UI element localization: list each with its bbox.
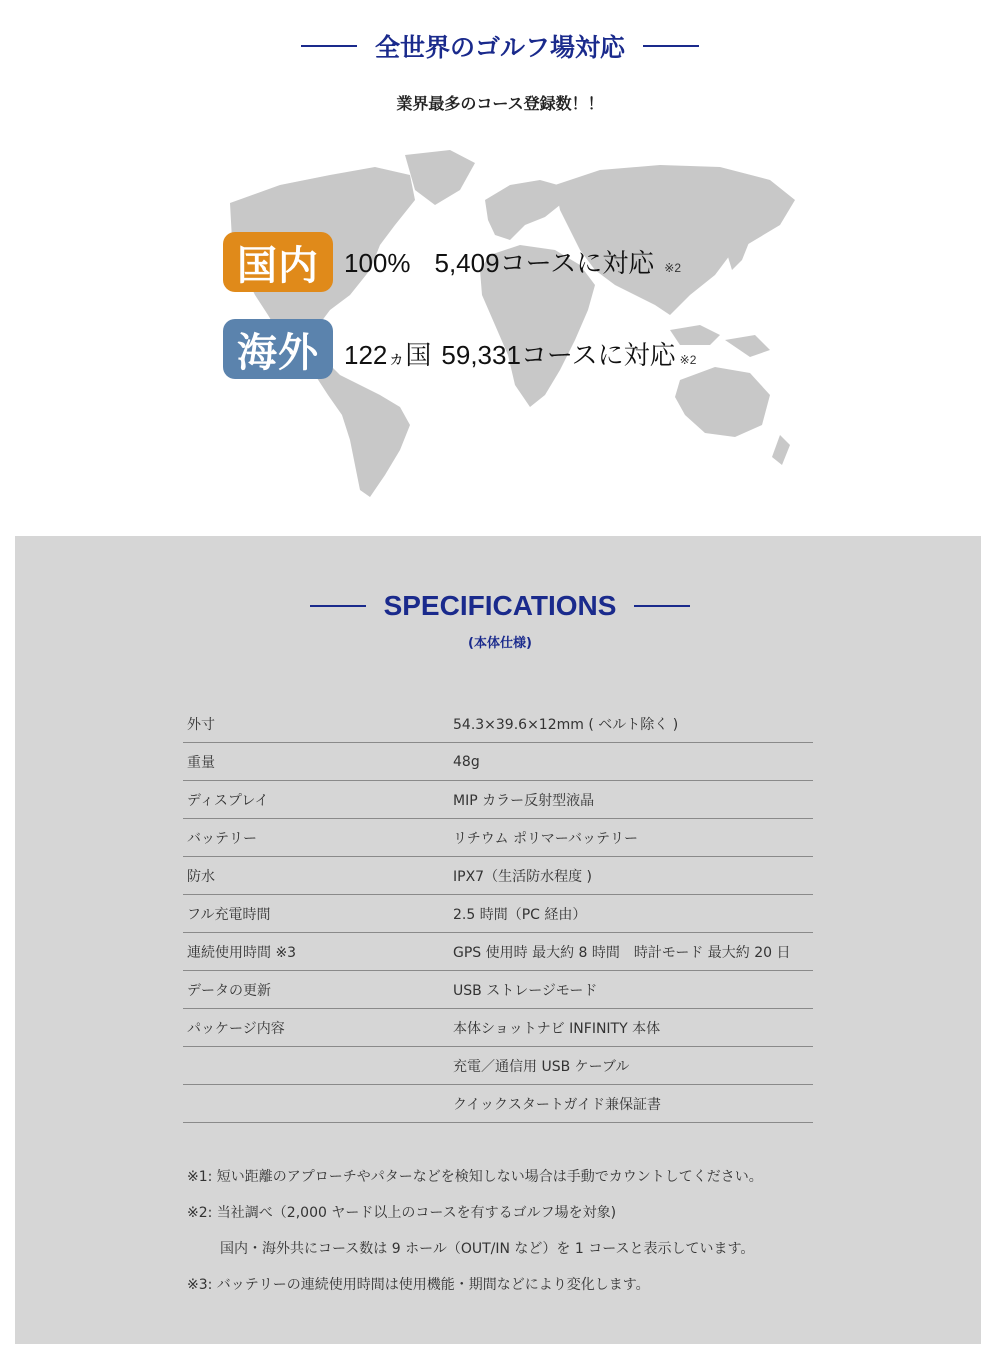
heading-rule-left — [301, 45, 357, 47]
footnotes — [187, 1165, 763, 1309]
spec-value: 2.5 時間（PC 経由） — [453, 906, 587, 923]
spec-heading — [0, 586, 1000, 626]
footnote: ※1: 短い距離のアプローチやパターなどを検知しない場合は手動でカウントしてください。 — [187, 1169, 763, 1185]
spec-row — [183, 1047, 813, 1085]
domestic-note: ※2 — [664, 261, 681, 275]
coverage-subtitle: 業界最多のコース登録数！！ — [396, 94, 604, 113]
heading-rule-right — [634, 605, 690, 607]
overseas-badge: 海外 — [223, 319, 333, 379]
spec-row — [183, 857, 813, 895]
spec-value: USB ストレージモード — [453, 982, 598, 999]
spec-row — [183, 933, 813, 971]
spec-key: 重量 — [187, 754, 215, 771]
coverage-heading — [0, 28, 1000, 64]
overseas-counter-unit: ヵ — [387, 348, 406, 368]
spec-key: フル充電時間 — [187, 906, 271, 923]
spec-row — [183, 705, 813, 743]
heading-rule-left — [310, 605, 366, 607]
spec-value: MIP カラー反射型液晶 — [453, 792, 595, 809]
domestic-courses: 5,409コースに対応 — [434, 248, 655, 278]
footnote: ※3: バッテリーの連続使用時間は使用機能・期間などにより変化します。 — [187, 1277, 650, 1293]
spec-value: 本体ショットナビ INFINITY 本体 — [453, 1020, 661, 1037]
spec-key: パッケージ内容 — [187, 1020, 285, 1037]
spec-row — [183, 1085, 813, 1123]
spec-key: 外寸 — [187, 716, 215, 733]
spec-row — [183, 781, 813, 819]
overseas-stat — [344, 335, 696, 372]
spec-value: 54.3×39.6×12mm ( ベルト除く ) — [453, 716, 679, 733]
spec-key: 防水 — [187, 868, 215, 885]
spec-value: リチウム ポリマーバッテリー — [453, 830, 639, 847]
spec-key: データの更新 — [187, 982, 271, 999]
spec-value: 充電／通信用 USB ケーブル — [453, 1058, 630, 1075]
spec-row — [183, 743, 813, 781]
overseas-note: ※2 — [679, 353, 697, 367]
spec-key: バッテリー — [187, 830, 257, 847]
spec-table — [183, 705, 813, 1123]
domestic-badge: 国内 — [223, 232, 333, 292]
domestic-stat — [344, 243, 681, 280]
spec-subtitle: (本体仕様) — [468, 636, 532, 651]
spec-value: 48g — [453, 753, 480, 770]
spec-row — [183, 895, 813, 933]
spec-title: SPECIFICATIONS — [383, 590, 617, 621]
spec-value: クイックスタートガイド兼保証書 — [453, 1096, 662, 1113]
spec-key: 連続使用時間 ※3 — [187, 944, 297, 961]
overseas-country-count: 122 — [344, 340, 388, 370]
spec-key: ディスプレイ — [187, 792, 269, 809]
heading-rule-right — [643, 45, 699, 47]
overseas-courses: 59,331コースに対応 — [441, 340, 676, 370]
spec-row — [183, 819, 813, 857]
overseas-country-label: 国 — [405, 340, 432, 370]
coverage-title: 全世界のゴルフ場対応 — [374, 33, 625, 62]
spec-value: IPX7（生活防水程度 ) — [453, 868, 592, 885]
spec-row — [183, 971, 813, 1009]
domestic-percent: 100% — [344, 248, 411, 278]
spec-row — [183, 1009, 813, 1047]
footnote: ※2: 当社調べ（2,000 ヤード以上のコースを有するゴルフ場を対象) — [187, 1205, 617, 1221]
footnote: 国内・海外共にコース数は 9 ホール（OUT/IN など）を 1 コースと表示しています。 — [220, 1241, 755, 1257]
spec-value: GPS 使用時 最大約 8 時間 時計モード 最大約 20 日 — [453, 944, 791, 961]
